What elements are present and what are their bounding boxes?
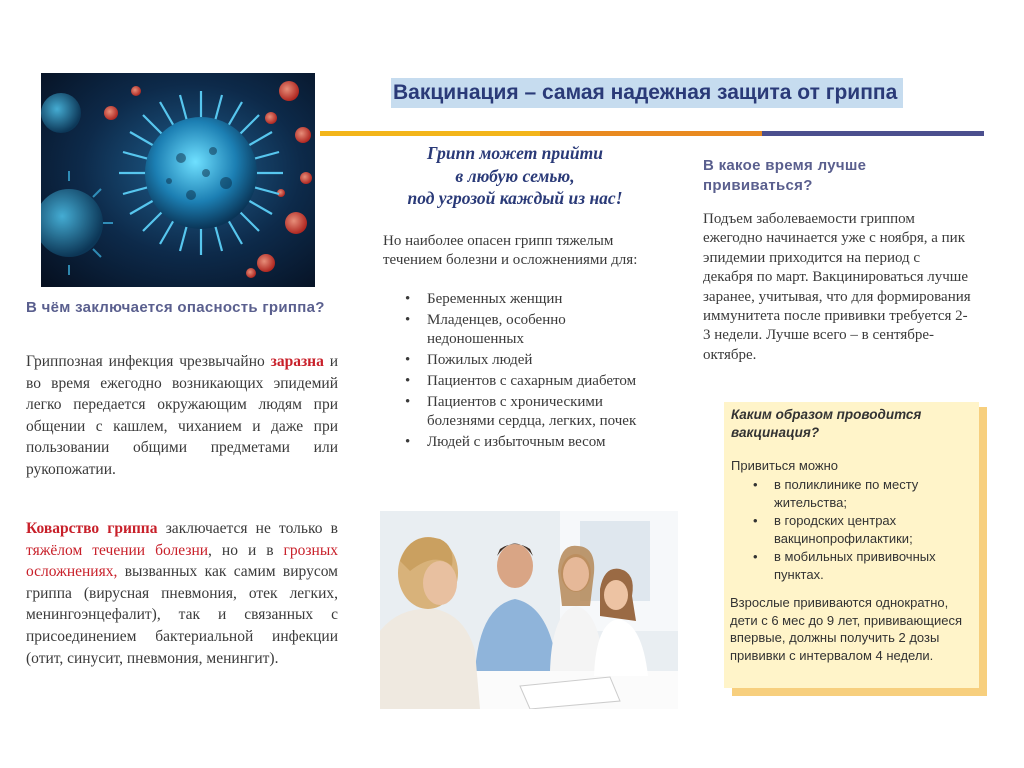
danger-paragraph: Гриппозная инфекция чрезвычайно заразна и во время ежегодно возникающих эпидемий легко передается окружающим людям при общении с кашлем, чиханием и даже при пользовании общими предметами или рукопожатии. xyxy=(26,353,339,478)
timing-paragraph: Подъем заболеваемости гриппом ежегодно начинается уже с ноября, а пик эпидемии приходится на период с декабря по март. Вакцинироваться лучше заранее, учитывая, что для формирования иммунитета после прививки требуется 2-3 недели. Лучше всего – в сентябре-октябре. xyxy=(703,211,971,363)
list-item: • Младенцев, особенно недоношенных xyxy=(405,312,566,347)
dosage-note: Взрослые прививаются однократно, дети с 6 мес до 9 лет, прививающиеся впервые, должны получить 2 дозы прививки с интервалом 4 недели. xyxy=(730,595,963,663)
risk-group-list xyxy=(402,290,652,454)
family-photo xyxy=(380,511,678,709)
family-headline: Грипп может прийти в любую семью, под угрозой каждый из нас! xyxy=(407,143,623,208)
list-item: • Пациентов с сахарным диабетом xyxy=(405,373,637,389)
right-heading: В какое время лучше прививаться? xyxy=(703,157,867,194)
list-item: • в поликлинике по месту жительства; xyxy=(753,477,919,510)
box-heading: Каким образом проводится вакцинация? xyxy=(731,407,922,440)
vaccination-places-list xyxy=(748,476,974,585)
list-item: • Пожилых людей xyxy=(405,352,533,368)
title-underline xyxy=(320,131,984,136)
list-item: • Беременных женщин xyxy=(405,291,563,307)
box-intro: Привиться можно xyxy=(731,458,839,473)
virus-image xyxy=(41,73,315,287)
risk-intro: Но наиболее опасен грипп тяжелым течением болезни и осложнениями для: xyxy=(383,233,638,268)
list-item: • Людей с избыточным весом xyxy=(405,434,606,450)
left-heading: В чём заключается опасность гриппа? xyxy=(26,299,325,316)
list-item: • в городских центрах вакцинопрофилактики; xyxy=(753,513,913,546)
list-item: • в мобильных прививочных пунктах. xyxy=(753,549,936,582)
complications-paragraph: Коварство гриппа заключается не только в тяжёлом течении болезни, но и в грозных осложнениях, вызванных как самим вирусом гриппа (вирусная пневмония, отек легких, менингоэнцефалит), так и связанных с присоединением бактериальной инфекции (отит, синусит, пневмония, менингит). xyxy=(26,520,338,667)
list-item: • Пациентов с хроническими болезнями сердца, легких, почек xyxy=(405,394,637,429)
page-title: Вакцинация – самая надежная защита от гриппа xyxy=(391,78,903,108)
